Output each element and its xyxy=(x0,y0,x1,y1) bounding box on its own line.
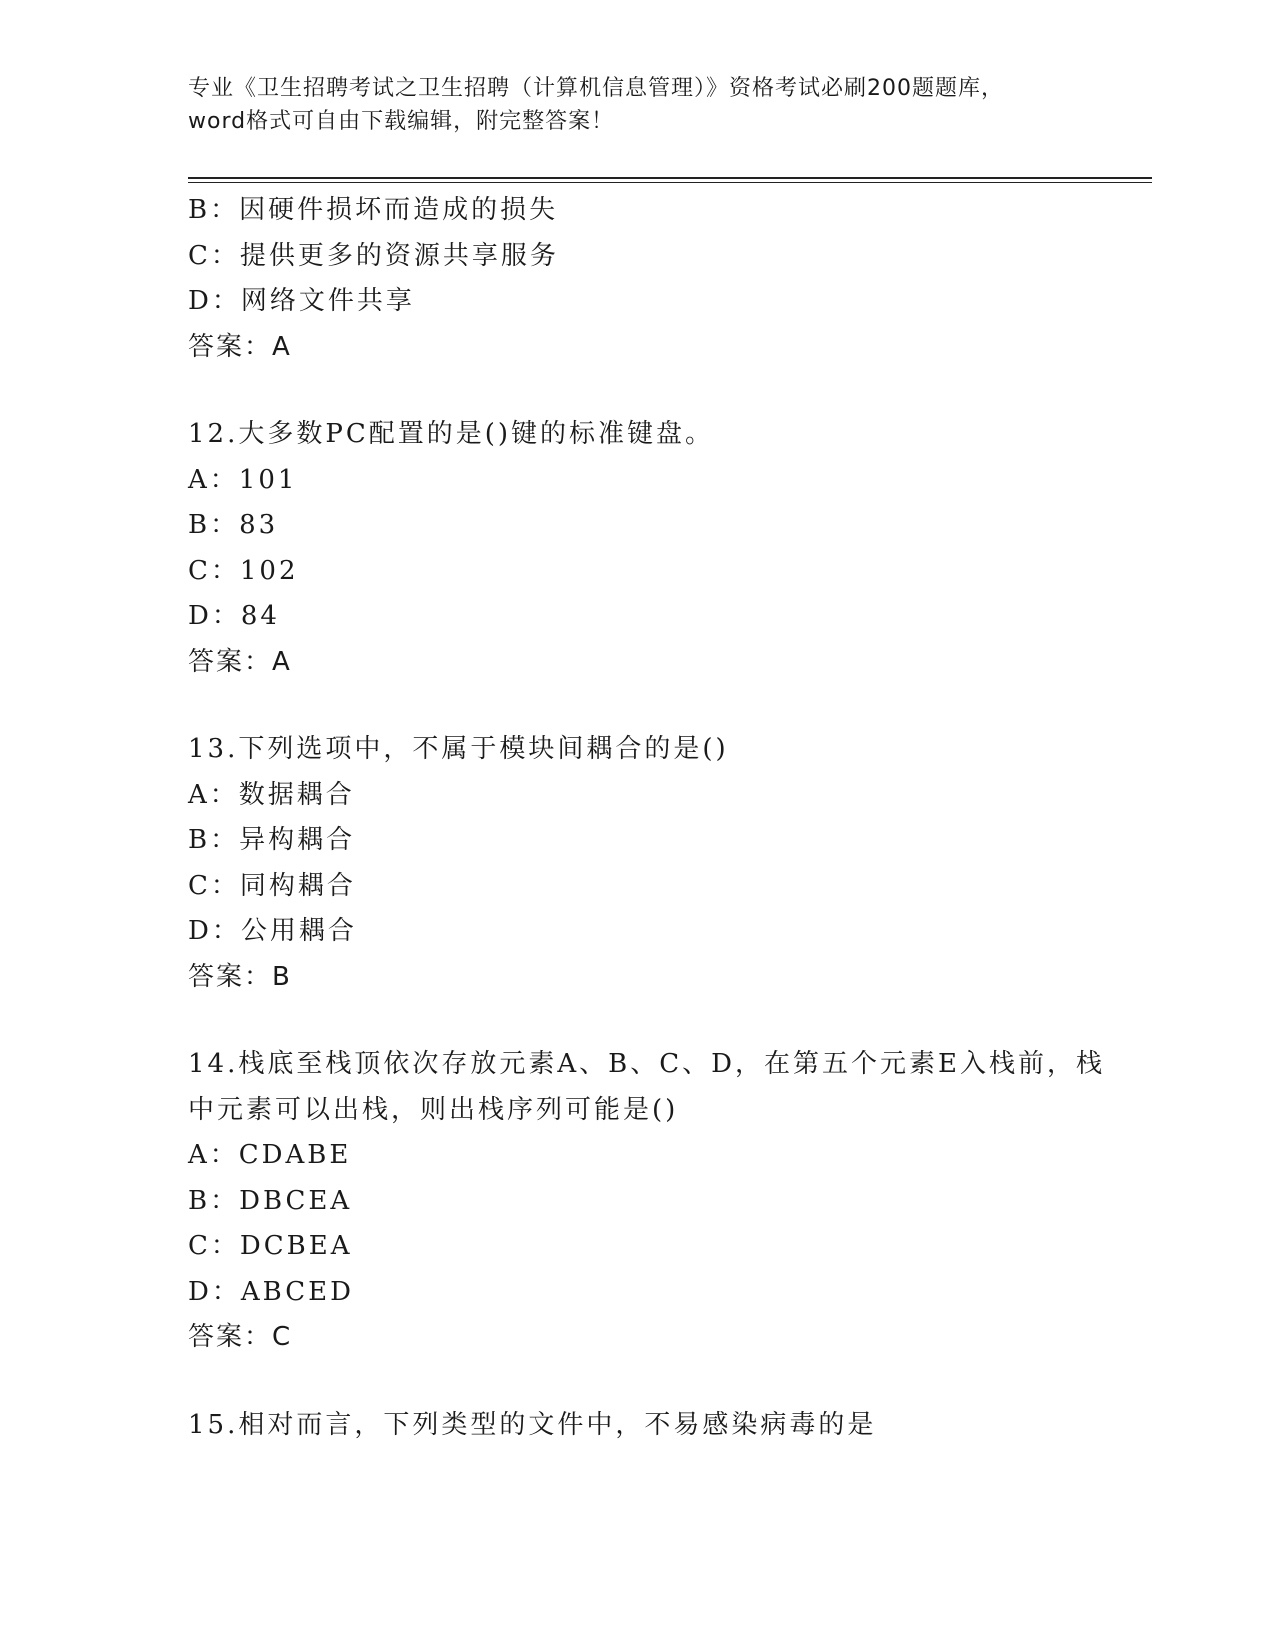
question-stem: 12.大多数PC配置的是()键的标准键盘。 xyxy=(188,419,715,449)
answer-line: 答案：A xyxy=(188,331,292,362)
header-line-1: 专业《卫生招聘考试之卫生招聘（计算机信息管理）》资格考试必刷200题题库， xyxy=(188,76,1004,101)
option-c: C：102 xyxy=(188,555,299,586)
question-14 xyxy=(188,1042,1105,1361)
option-d: D：ABCED xyxy=(188,1276,354,1307)
question-11-continuation xyxy=(188,188,1088,370)
question-13 xyxy=(188,727,1088,1000)
option-b: B：83 xyxy=(188,510,279,540)
answer-line: 答案：B xyxy=(188,961,292,992)
option-d: D：公用耦合 xyxy=(188,916,357,946)
option-d: D：网络文件共享 xyxy=(188,286,415,316)
question-stem: 13.下列选项中，不属于模块间耦合的是() xyxy=(188,734,729,764)
option-b: B：异构耦合 xyxy=(188,825,356,855)
question-stem-line-1: 14.栈底至栈顶依次存放元素A、B、C、D，在第五个元素E入栈前，栈 xyxy=(188,1049,1105,1079)
option-b: B：DBCEA xyxy=(188,1185,353,1216)
header-divider-thick xyxy=(188,177,1152,179)
question-15 xyxy=(188,1403,1088,1449)
header-divider-thin xyxy=(188,182,1152,183)
option-c: C：同构耦合 xyxy=(188,870,356,901)
option-a: A：CDABE xyxy=(188,1140,352,1170)
answer-line: 答案：A xyxy=(188,646,292,677)
header-line-2: word格式可自由下载编辑，附完整答案！ xyxy=(188,109,615,134)
answer-line: 答案：C xyxy=(188,1322,293,1352)
option-b: B：因硬件损坏而造成的损失 xyxy=(188,195,559,225)
question-stem: 15.相对而言，下列类型的文件中，不易感染病毒的是 xyxy=(188,1409,877,1440)
option-d: D：84 xyxy=(188,601,280,631)
question-list xyxy=(188,188,1105,1448)
option-a: A：101 xyxy=(188,464,298,495)
question-stem-line-2: 中元素可以出栈，则出栈序列可能是() xyxy=(188,1094,679,1125)
option-c: C：DCBEA xyxy=(188,1231,353,1261)
document-header xyxy=(188,72,1088,138)
option-c: C：提供更多的资源共享服务 xyxy=(188,240,559,271)
question-12 xyxy=(188,412,1088,685)
option-a: A：数据耦合 xyxy=(188,779,355,810)
